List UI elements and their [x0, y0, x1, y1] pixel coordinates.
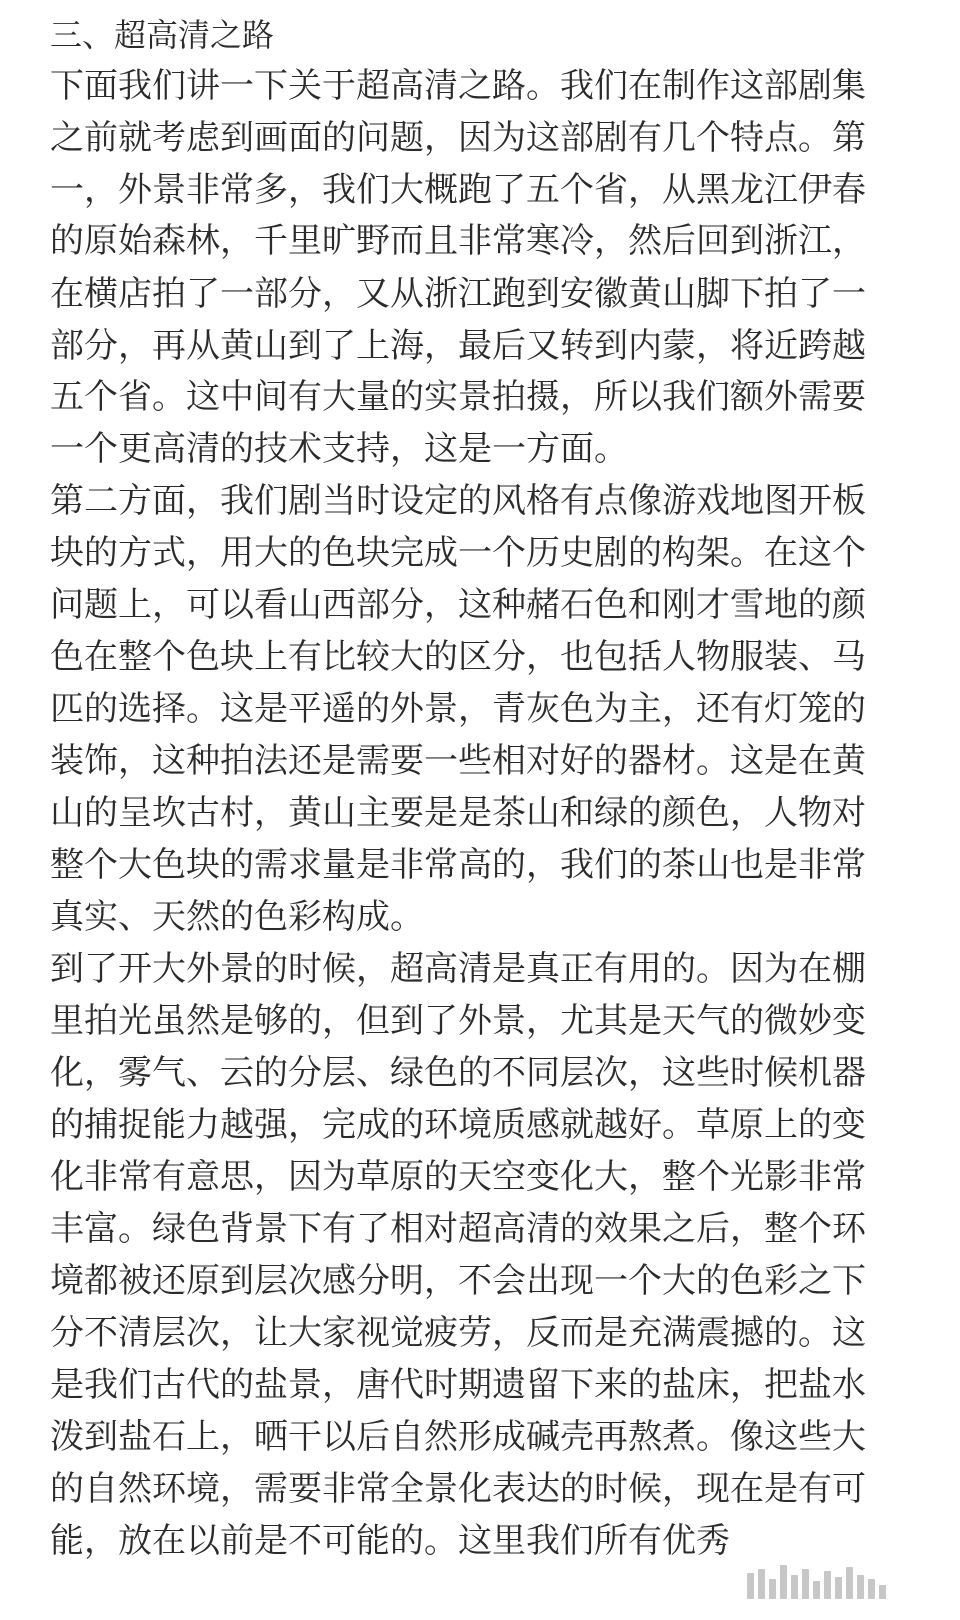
text-line: 一，外景非常多，我们大概跑了五个省，从黑龙江伊春	[50, 170, 866, 210]
text-line: 装饰，这种拍法还是需要一些相对好的器材。这是在黄	[50, 741, 866, 781]
text-line: 之前就考虑到画面的问题，因为这部剧有几个特点。第	[50, 118, 866, 158]
text-line: 化，雾气、云的分层、绿色的不同层次，这些时候机器	[50, 1053, 866, 1093]
section-heading: 三、超高清之路	[50, 16, 275, 54]
text-line: 部分，再从黄山到了上海，最后又转到内蒙，将近跨越	[50, 326, 866, 366]
text-line: 分不清层次，让大家视觉疲劳，反而是充满震撼的。这	[50, 1313, 866, 1353]
text-line: 在横店拍了一部分，又从浙江跑到安徽黄山脚下拍了一	[50, 274, 866, 314]
text-line: 的原始森林，千里旷野而且非常寒冷，然后回到浙江，	[50, 221, 866, 261]
text-line: 里拍光虽然是够的，但到了外景，尤其是天气的微妙变	[50, 1001, 866, 1041]
text-line: 色在整个色块上有比较大的区分，也包括人物服装、马	[50, 637, 866, 677]
watermark-overlay	[735, 1552, 950, 1612]
text-line: 五个省。这中间有大量的实景拍摄，所以我们额外需要	[50, 377, 866, 417]
text-line: 到了开大外景的时候，超高清是真正有用的。因为在棚	[50, 949, 866, 989]
text-line: 的自然环境，需要非常全景化表达的时候，现在是有可	[50, 1469, 866, 1509]
text-line: 下面我们讲一下关于超高清之路。我们在制作这部剧集	[50, 66, 866, 106]
text-line: 问题上，可以看山西部分，这种赭石色和刚才雪地的颜	[50, 585, 866, 625]
text-line: 境都被还原到层次感分明，不会出现一个大的色彩之下	[50, 1261, 866, 1301]
text-line: 真实、天然的色彩构成。	[50, 897, 424, 937]
text-line: 第二方面，我们剧当时设定的风格有点像游戏地图开板	[50, 481, 866, 521]
text-line: 山的呈坎古村，黄山主要是是茶山和绿的颜色，人物对	[50, 793, 866, 833]
text-line: 匹的选择。这是平遥的外景，青灰色为主，还有灯笼的	[50, 689, 866, 729]
text-line: 能，放在以前是不可能的。这里我们所有优秀	[50, 1521, 730, 1561]
text-line: 泼到盐石上，晒干以后自然形成碱壳再熬煮。像这些大	[50, 1417, 866, 1457]
text-line: 一个更高清的技术支持，这是一方面。	[50, 429, 628, 469]
text-line: 丰富。绿色背景下有了相对超高清的效果之后，整个环	[50, 1209, 866, 1249]
watermark-bars-icon	[735, 1565, 886, 1599]
text-line: 整个大色块的需求量是非常高的，我们的茶山也是非常	[50, 845, 866, 885]
text-line: 的捕捉能力越强，完成的环境质感就越好。草原上的变	[50, 1105, 866, 1145]
text-line: 是我们古代的盐景，唐代时期遗留下来的盐床，把盐水	[50, 1365, 866, 1405]
text-line: 化非常有意思，因为草原的天空变化大，整个光影非常	[50, 1157, 866, 1197]
text-line: 块的方式，用大的色块完成一个历史剧的构架。在这个	[50, 533, 866, 573]
